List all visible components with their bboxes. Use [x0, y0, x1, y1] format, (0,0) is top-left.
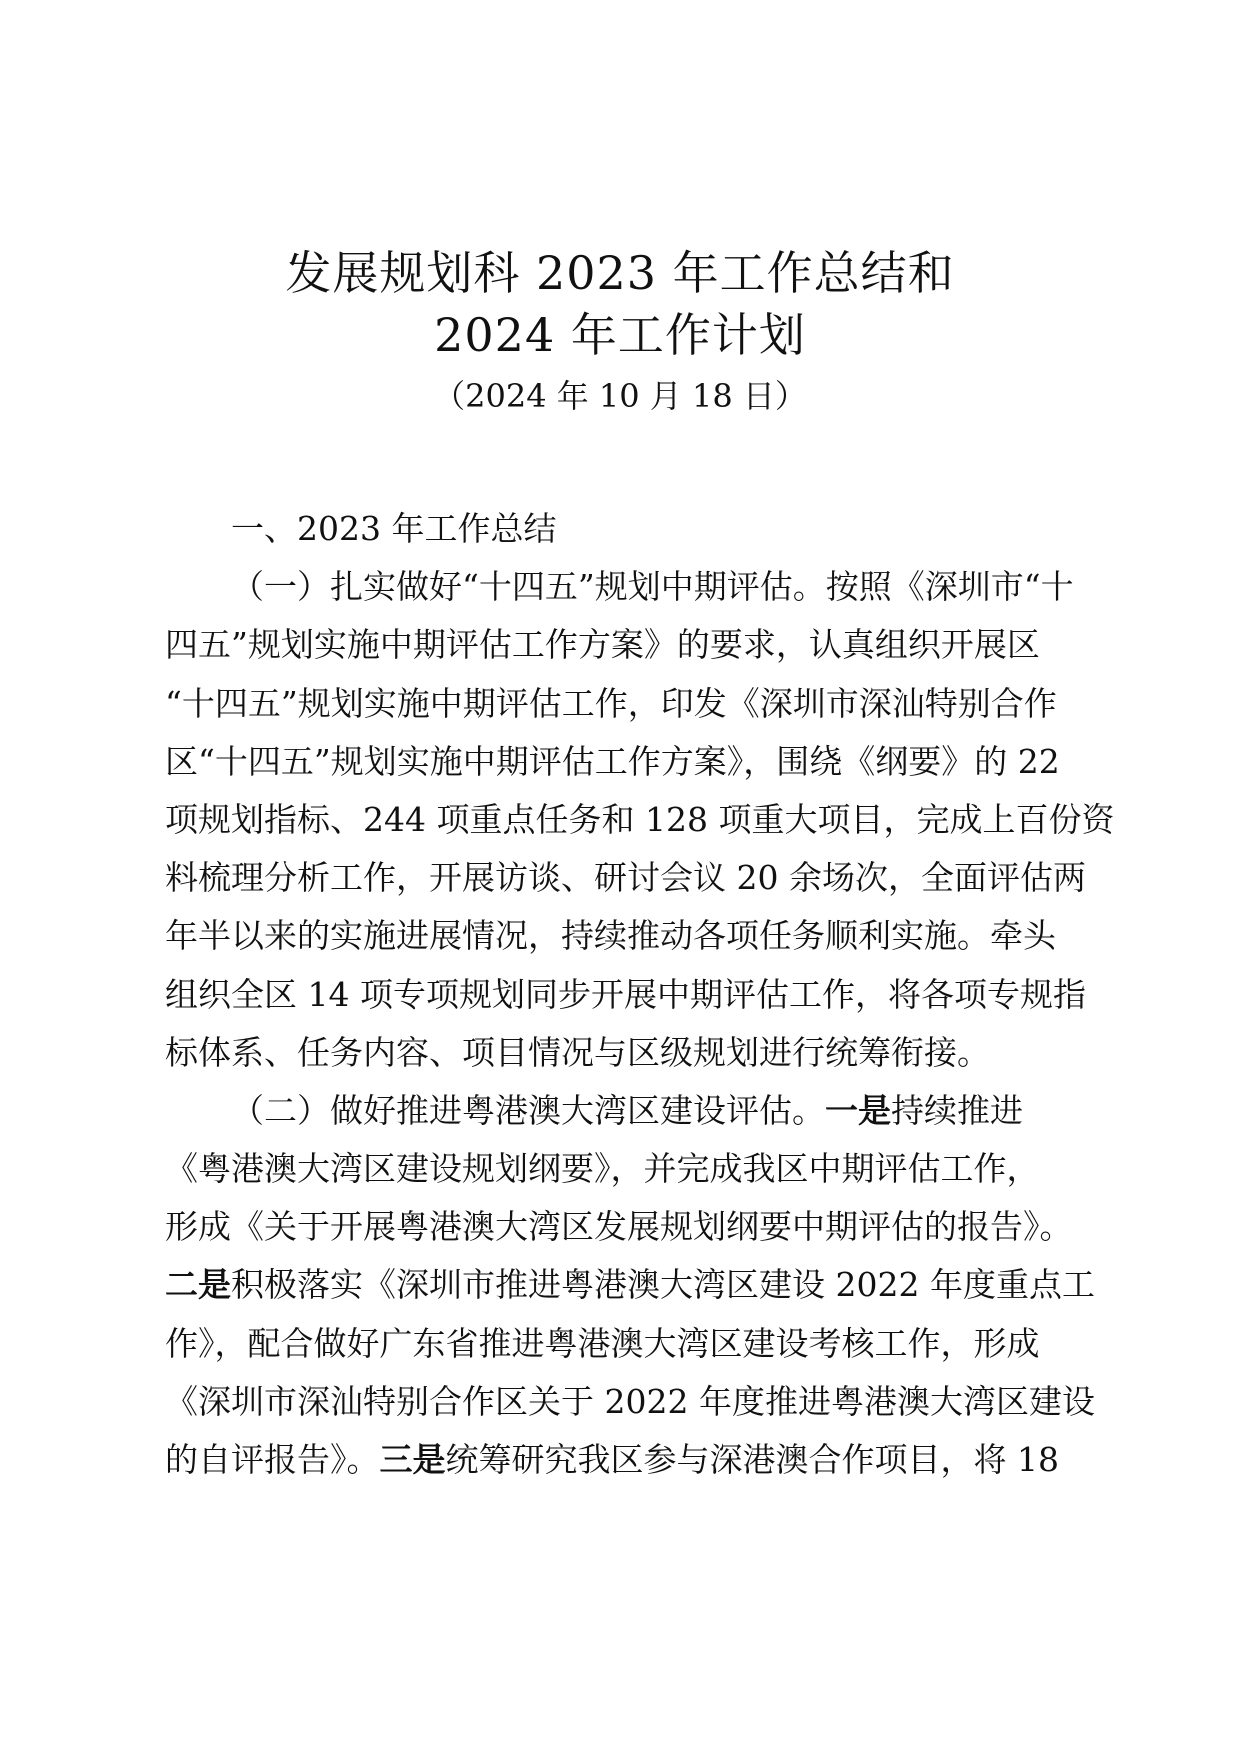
- paragraph-line: 形成《关于开展粤港澳大湾区发展规划纲要中期评估的报告》。: [165, 1207, 1073, 1247]
- paragraph-text: 积极落实《深圳市推进粤港澳大湾区建设 2022 年度重点工: [231, 1265, 1095, 1305]
- paragraph-line: 《深圳市深汕特别合作区关于 2022 年度推进粤港澳大湾区建设: [165, 1381, 1095, 1421]
- title-block: [0, 242, 1240, 418]
- paragraph-line: 标体系、任务内容、项目情况与区级规划进行统筹衔接。: [165, 1032, 990, 1072]
- paragraph-line: [165, 1256, 1095, 1314]
- paragraph-line: 料梳理分析工作，开展访谈、研讨会议 20 余场次，全面评估两: [165, 858, 1086, 898]
- document-date: （2024 年 10 月 18 日）: [433, 377, 807, 415]
- paragraph-line: 组织全区 14 项专项规划同步开展中期评估工作，将各项专规指: [165, 974, 1086, 1014]
- paragraph-text: 的自评报告》。: [165, 1440, 380, 1479]
- document-title-line-2: 2024 年工作计划: [434, 308, 806, 362]
- paragraph-text: 持续推进: [891, 1090, 1023, 1130]
- paragraph-1: [165, 558, 1115, 1082]
- paragraph-text: 统筹研究我区参与深港澳合作项目，将 18: [445, 1440, 1059, 1479]
- bold-marker: 二是: [165, 1265, 231, 1305]
- paragraph-line: “十四五”规划实施中期评估工作，印发《深圳市深汕特别合作: [165, 683, 1057, 723]
- paragraph-line: [165, 1082, 1085, 1140]
- bold-marker: 一是: [825, 1090, 891, 1130]
- document-body: [165, 500, 1115, 1489]
- paragraph-line: 作》，配合做好广东省推进粤港澳大湾区建设考核工作，形成: [165, 1323, 1040, 1363]
- paragraph-line: （一）扎实做好“十四五”规划中期评估。按照《深圳市“十: [231, 567, 1074, 607]
- subheading-text: （二）做好推进粤港澳大湾区建设评估。: [231, 1090, 825, 1130]
- paragraph-line: [165, 1431, 1085, 1489]
- bold-marker: 三是: [379, 1440, 446, 1479]
- document-title-line-1: 发展规划科 2023 年工作总结和: [285, 246, 955, 300]
- paragraph-line: 区“十四五”规划实施中期评估工作方案》，围绕《纲要》的 22: [165, 741, 1060, 781]
- paragraph-line: 《粤港澳大湾区建设规划纲要》，并完成我区中期评估工作，: [165, 1149, 1040, 1189]
- paragraph-line: 四五”规划实施中期评估工作方案》的要求，认真组织开展区: [165, 625, 1040, 665]
- paragraph-line: 年半以来的实施进展情况，持续推动各项任务顺利实施。牵头: [165, 916, 1056, 956]
- paragraph-2: [165, 1082, 1095, 1489]
- section-heading: 一、2023 年工作总结: [231, 509, 557, 548]
- paragraph-line: 项规划指标、244 项重点任务和 128 项重大项目，完成上百份资: [165, 799, 1115, 839]
